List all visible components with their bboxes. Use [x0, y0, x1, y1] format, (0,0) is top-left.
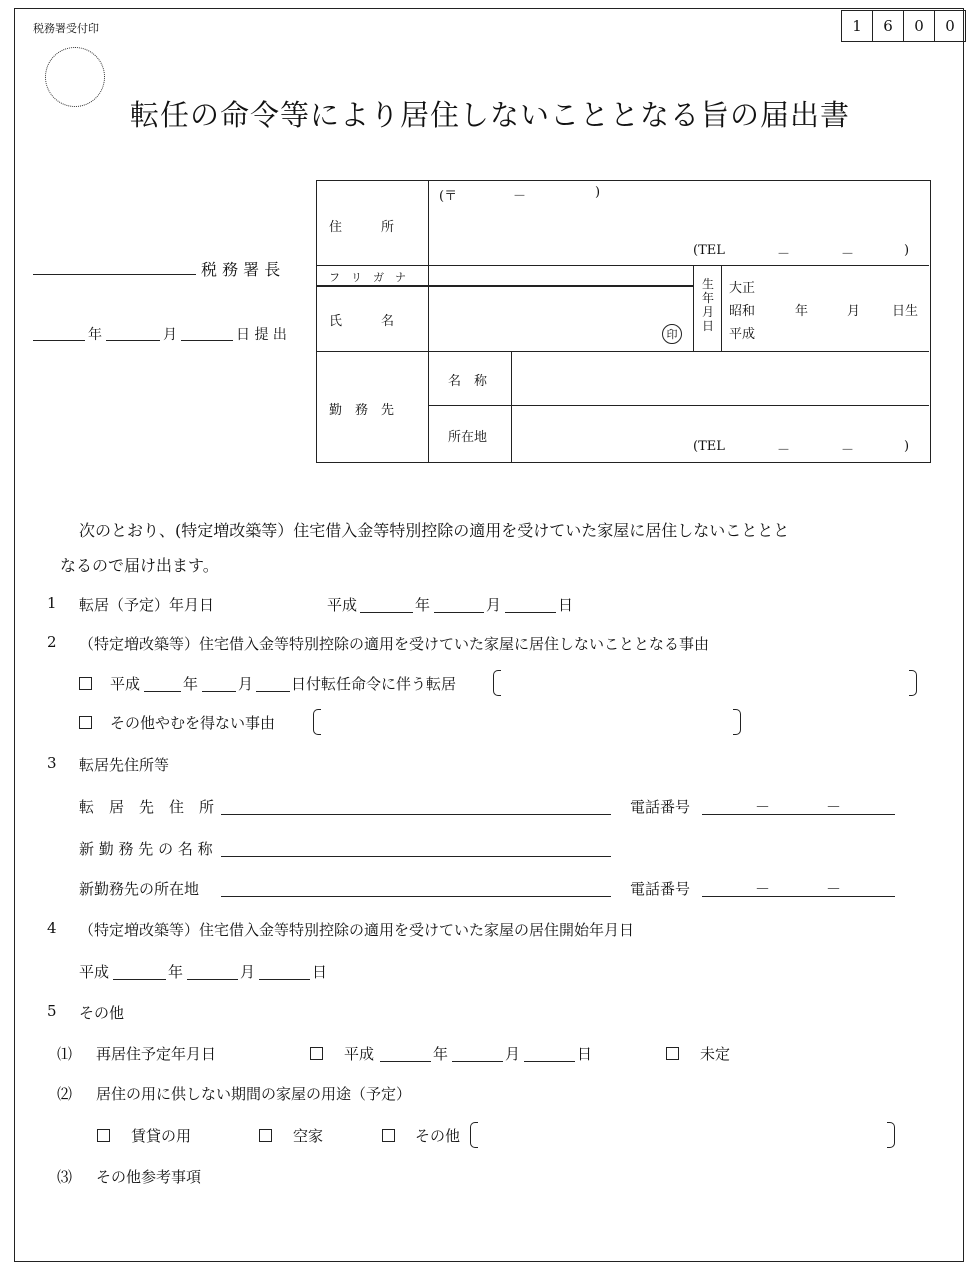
new-workplace-phone-dash-2: － — [826, 880, 842, 898]
section-2-label: （特定増改築等）住宅借入金等特別控除の適用を受けていた家屋に居住しないこととなる事由 — [79, 635, 710, 653]
reoccupy-undecided-checkbox[interactable] — [666, 1047, 679, 1060]
section-5-3-label: その他参考事項 — [96, 1168, 202, 1186]
era-heisei: 平成 — [729, 327, 756, 342]
intro-line-2: なるので届け出ます。 — [60, 556, 219, 575]
furigana-label: フ リ ガ ナ — [329, 271, 406, 284]
residence-start-year-label: 年 — [168, 963, 184, 981]
move-day-label: 日 — [558, 596, 574, 614]
reoccupy-year-label: 年 — [433, 1045, 449, 1063]
form-title: 転任の命令等により居住しないこととなる旨の届出書 — [129, 98, 850, 132]
transfer-year-field[interactable] — [144, 691, 181, 692]
tax-office-line[interactable] — [33, 274, 196, 275]
submit-day-label: 日 提 出 — [236, 327, 287, 343]
postal-dash: － — [513, 189, 527, 204]
section-1-era: 平成 — [327, 596, 358, 614]
use-vacant-label: 空家 — [293, 1127, 324, 1145]
new-address-phone-label: 電話番号 — [630, 798, 691, 816]
birth-year-label: 年 — [795, 304, 809, 319]
workplace-address-label: 所在地 — [448, 430, 488, 445]
section-4-number: 4 — [47, 919, 57, 937]
residence-start-era: 平成 — [79, 963, 110, 981]
reason-other-checkbox[interactable] — [79, 716, 92, 729]
reoccupy-day-label: 日 — [577, 1045, 593, 1063]
section-5-number: 5 — [47, 1002, 57, 1020]
work-tel-dash-1: － — [777, 443, 791, 458]
receipt-stamp-label: 税務署受付印 — [33, 22, 99, 35]
tax-office-head: 税 務 署 長 — [201, 260, 281, 279]
submit-year-line[interactable] — [33, 340, 85, 341]
move-day-field[interactable] — [505, 612, 556, 613]
postal-close: ) — [595, 185, 601, 200]
other-notes-input[interactable] — [96, 1192, 936, 1248]
reason-other-detail-input[interactable] — [323, 709, 729, 735]
use-other-checkbox[interactable] — [382, 1129, 395, 1142]
submit-month-line[interactable] — [106, 340, 160, 341]
section-5-1-label: 再居住予定年月日 — [96, 1045, 217, 1063]
address-tel-close: ) — [904, 243, 910, 258]
transfer-month-label: 月 — [238, 675, 254, 693]
address-tel-open: (TEL — [693, 243, 725, 258]
reason-other-bracket-right — [733, 709, 741, 735]
seal-mark: 印 — [662, 324, 682, 344]
submit-month-label: 月 — [163, 327, 177, 343]
address-label: 住 所 — [329, 220, 395, 235]
reason-transfer-checkbox[interactable] — [79, 677, 92, 690]
use-other-label: その他 — [415, 1127, 461, 1145]
section-3-label: 転居先住所等 — [79, 756, 170, 774]
transfer-day-field[interactable] — [256, 691, 290, 692]
address-tel-dash-2: － — [841, 247, 855, 262]
use-other-bracket-left — [470, 1122, 478, 1148]
reason-transfer-bracket-right — [909, 670, 917, 696]
residence-start-day-label: 日 — [312, 963, 328, 981]
new-workplace-address-field[interactable] — [221, 896, 611, 897]
form-code — [842, 10, 966, 42]
residence-start-year-field[interactable] — [113, 979, 166, 980]
section-5-2-label: 居住の用に供しない期間の家屋の用途（予定） — [96, 1085, 412, 1103]
section-1-label: 転居（予定）年月日 — [79, 596, 215, 614]
section-2-number: 2 — [47, 633, 57, 651]
new-address-phone-dash-2: － — [826, 798, 842, 816]
work-tel-open: (TEL — [693, 439, 725, 454]
new-workplace-phone-field[interactable] — [702, 896, 895, 897]
birth-month-label: 月 — [847, 304, 861, 319]
submit-year-label: 年 — [88, 327, 102, 343]
new-address-field[interactable] — [221, 814, 611, 815]
workplace-name-label: 名 称 — [448, 374, 488, 389]
intro-line-1: 次のとおり、(特定増改築等）住宅借入金等特別控除の適用を受けていた家屋に居住しないこととと — [79, 521, 790, 540]
section-5-2-number: ⑵ — [57, 1085, 73, 1103]
use-other-detail-input[interactable] — [480, 1122, 883, 1148]
workplace-name-input[interactable] — [515, 355, 925, 401]
new-address-phone-dash-1: － — [755, 798, 771, 816]
code-digit: 1 — [841, 10, 873, 42]
reoccupy-era: 平成 — [344, 1045, 375, 1063]
era-showa: 昭和 — [729, 304, 756, 319]
transfer-year-label: 年 — [183, 675, 199, 693]
new-address-label: 転 居 先 住 所 — [79, 798, 215, 816]
residence-start-day-field[interactable] — [259, 979, 310, 980]
new-workplace-address-label: 新勤務先の所在地 — [79, 880, 200, 898]
code-digit: 0 — [903, 10, 935, 42]
move-year-label: 年 — [415, 596, 431, 614]
new-workplace-phone-label: 電話番号 — [630, 880, 691, 898]
reason-transfer-era: 平成 — [110, 675, 141, 693]
move-year-field[interactable] — [360, 612, 413, 613]
name-input[interactable] — [431, 289, 661, 347]
use-vacant-checkbox[interactable] — [259, 1129, 272, 1142]
section-5-3-number: ⑶ — [57, 1168, 73, 1186]
address-tel-dash-1: － — [777, 247, 791, 262]
workplace-address-input[interactable] — [515, 409, 925, 437]
section-5-1-number: ⑴ — [57, 1045, 73, 1063]
reoccupy-month-label: 月 — [505, 1045, 521, 1063]
residence-start-month-field[interactable] — [187, 979, 238, 980]
section-4-label: （特定増改築等）住宅借入金等特別控除の適用を受けていた家屋の居住開始年月日 — [79, 921, 635, 939]
applicant-table — [316, 180, 931, 463]
reoccupy-month-field[interactable] — [452, 1061, 503, 1062]
birth-label: 生 年 月 日 — [701, 277, 714, 333]
use-rental-checkbox[interactable] — [97, 1129, 110, 1142]
section-5-label: その他 — [79, 1004, 125, 1022]
reoccupy-date-checkbox[interactable] — [310, 1047, 323, 1060]
name-label: 氏 名 — [329, 314, 395, 329]
era-taisho: 大正 — [729, 281, 756, 296]
reoccupy-undecided-label: 未定 — [700, 1045, 731, 1063]
move-month-field[interactable] — [434, 612, 484, 613]
reason-transfer-detail-input[interactable] — [503, 670, 905, 696]
use-rental-label: 賃貸の用 — [131, 1127, 192, 1145]
move-month-label: 月 — [486, 596, 502, 614]
reason-transfer-bracket-left — [493, 670, 501, 696]
work-tel-close: ) — [904, 439, 910, 454]
code-digit: 6 — [872, 10, 904, 42]
reason-other-text: その他やむを得ない事由 — [110, 714, 276, 732]
residence-start-month-label: 月 — [240, 963, 256, 981]
birth-day-label: 日生 — [892, 304, 919, 319]
new-address-phone-field[interactable] — [702, 814, 895, 815]
code-digit: 0 — [934, 10, 966, 42]
section-1-number: 1 — [47, 594, 57, 612]
use-other-bracket-right — [887, 1122, 895, 1148]
section-3-number: 3 — [47, 754, 57, 772]
new-workplace-phone-dash-1: － — [755, 880, 771, 898]
workplace-label: 勤 務 先 — [329, 403, 395, 418]
new-workplace-name-label: 新 勤 務 先 の 名 称 — [79, 840, 213, 858]
furigana-input[interactable] — [431, 267, 689, 283]
reoccupy-day-field[interactable] — [524, 1061, 575, 1062]
postal-open: (〒 — [439, 189, 458, 204]
reason-other-bracket-left — [313, 709, 321, 735]
submit-day-line[interactable] — [181, 340, 233, 341]
work-tel-dash-2: － — [841, 443, 855, 458]
reoccupy-year-field[interactable] — [380, 1061, 431, 1062]
new-workplace-name-field[interactable] — [221, 856, 611, 857]
transfer-month-field[interactable] — [202, 691, 236, 692]
reason-transfer-text: 日付転任命令に伴う転居 — [291, 675, 457, 693]
